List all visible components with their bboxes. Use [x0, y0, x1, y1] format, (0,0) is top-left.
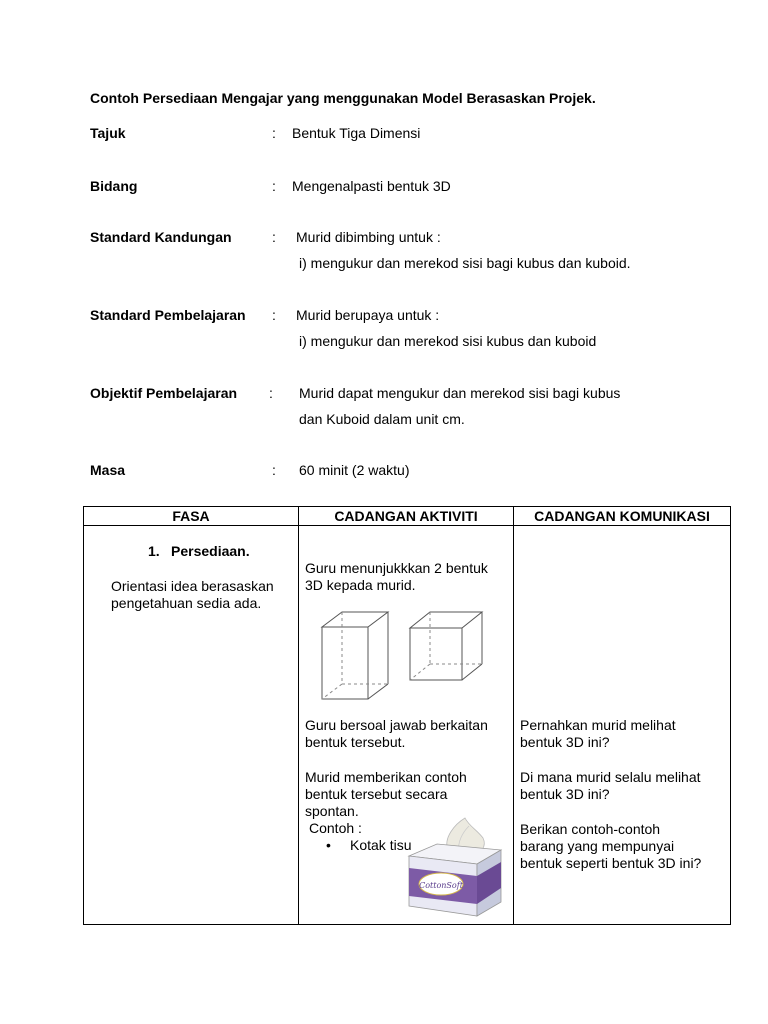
cube-icon: [410, 612, 482, 680]
fasa-number: 1.: [148, 543, 160, 559]
field-value-tajuk: Bentuk Tiga Dimensi: [292, 125, 421, 141]
komunikasi-q1-line2: bentuk 3D ini?: [520, 734, 610, 750]
bullet-icon: •: [326, 837, 331, 853]
field-value-masa: 60 minit (2 waktu): [299, 462, 410, 478]
field-colon-bidang: :: [272, 178, 276, 194]
field-colon-objektif-pembelajaran: :: [269, 385, 273, 401]
komunikasi-q2-line1: Di mana murid selalu melihat: [520, 769, 701, 785]
field-label-standard-kandungan: Standard Kandungan: [90, 229, 232, 245]
cuboid-cube-illustration: [317, 609, 487, 709]
field-colon-standard-pembelajaran: :: [272, 307, 276, 323]
cell-aktiviti: [299, 526, 514, 925]
header-cadangan-komunikasi: CADANGAN KOMUNIKASI: [514, 507, 731, 526]
field-value-objektif-pembelajaran-line2: dan Kuboid dalam unit cm.: [299, 411, 465, 427]
header-cadangan-aktiviti: CADANGAN AKTIVITI: [299, 507, 514, 526]
field-value-objektif-pembelajaran-line1: Murid dapat mengukur dan merekod sisi bagi kubus: [299, 385, 621, 401]
aktiviti-p3-line1: Murid memberikan contoh: [305, 769, 467, 785]
field-value-bidang: Mengenalpasti bentuk 3D: [292, 178, 451, 194]
komunikasi-q1-line1: Pernahkan murid melihat: [520, 717, 676, 733]
aktiviti-p1-line2: 3D kepada murid.: [305, 577, 416, 593]
header-fasa: FASA: [84, 507, 299, 526]
cell-fasa: [84, 526, 299, 925]
fasa-heading: Persediaan.: [171, 543, 250, 559]
komunikasi-q3-line1: Berikan contoh-contoh: [520, 821, 661, 837]
komunikasi-q3-line2: barang yang mempunyai: [520, 838, 675, 854]
fasa-desc-line1: Orientasi idea berasaskan: [111, 578, 274, 594]
field-label-standard-pembelajaran: Standard Pembelajaran: [90, 307, 246, 323]
field-colon-standard-kandungan: :: [272, 229, 276, 245]
komunikasi-q3-line3: bentuk seperti bentuk 3D ini?: [520, 855, 702, 871]
field-value-standard-pembelajaran-line2: i) mengukur dan merekod sisi kubus dan kuboid: [299, 333, 597, 349]
field-label-masa: Masa: [90, 462, 126, 478]
lesson-plan-table: [83, 506, 731, 925]
field-value-standard-kandungan-line1: Murid dibimbing untuk :: [296, 229, 441, 245]
aktiviti-p3-line3: spontan.: [305, 803, 359, 819]
document-title: Contoh Persediaan Mengajar yang menggunakan Model Berasaskan Projek.: [90, 90, 596, 106]
aktiviti-item-kotak-tisu: Kotak tisu: [350, 837, 412, 853]
aktiviti-contoh-label: Contoh :: [309, 820, 362, 836]
field-value-standard-pembelajaran-line1: Murid berupaya untuk :: [296, 307, 440, 323]
aktiviti-p2-line1: Guru bersoal jawab berkaitan: [305, 717, 488, 733]
aktiviti-p1-line1: Guru menunjukkkan 2 bentuk: [305, 560, 488, 576]
field-value-standard-kandungan-line2: i) mengukur dan merekod sisi bagi kubus dan kuboid.: [299, 255, 631, 271]
table-row: [84, 526, 731, 925]
field-label-objektif-pembelajaran: Objektif Pembelajaran: [90, 385, 238, 401]
cell-komunikasi: [514, 526, 731, 925]
field-colon-tajuk: :: [272, 125, 276, 141]
table-header-row: [84, 507, 731, 526]
tissue-box-image: [403, 816, 507, 922]
komunikasi-q2-line2: bentuk 3D ini?: [520, 786, 610, 802]
field-label-tajuk: Tajuk: [90, 125, 126, 141]
aktiviti-p3-line2: bentuk tersebut secara: [305, 786, 448, 802]
tissue-box-brand: CottonSoft: [419, 881, 463, 890]
field-label-bidang: Bidang: [90, 178, 138, 194]
fasa-desc-line2: pengetahuan sedia ada.: [111, 595, 262, 611]
cuboid-icon: [322, 612, 388, 699]
aktiviti-p2-line2: bentuk tersebut.: [305, 734, 406, 750]
field-colon-masa: :: [272, 462, 276, 478]
